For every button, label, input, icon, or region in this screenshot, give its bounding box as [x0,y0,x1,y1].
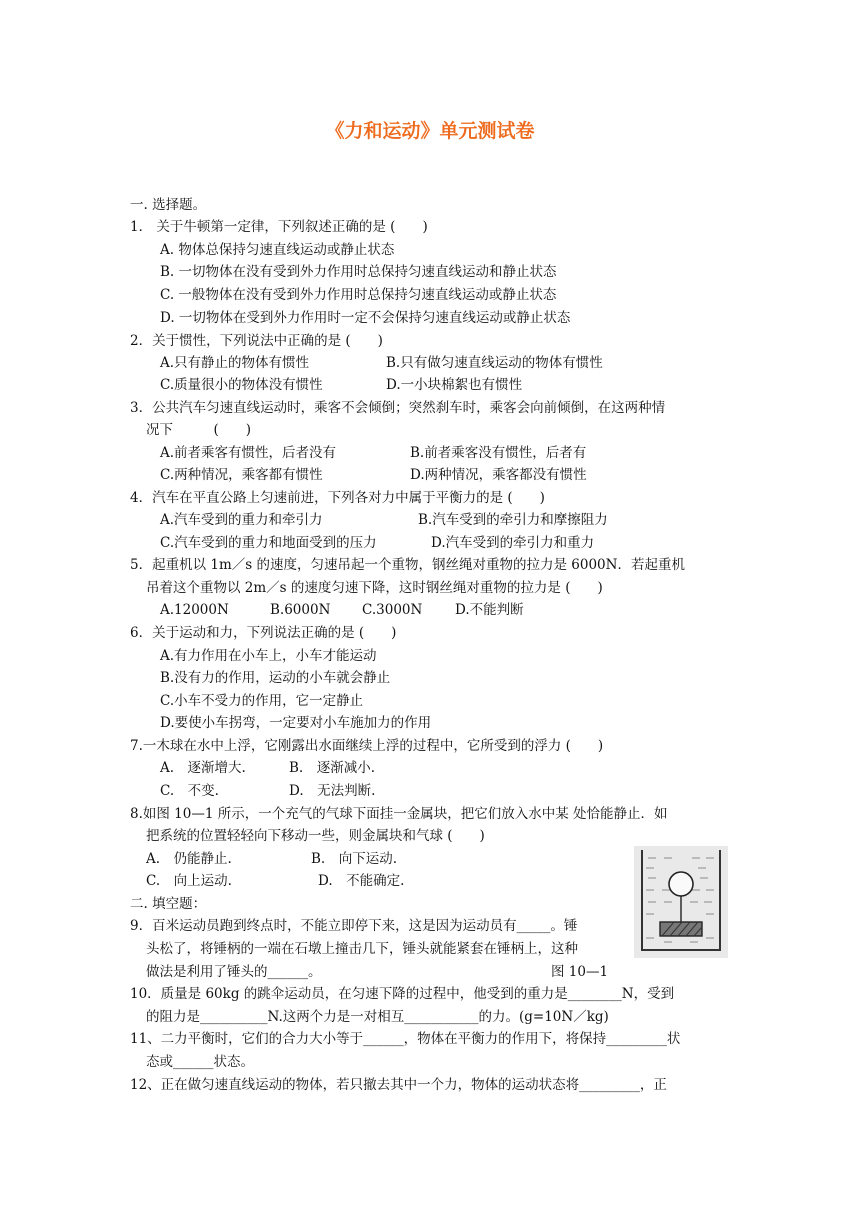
question-3-stem-line1: 3．公共汽车匀速直线运动时，乘客不会倾倒；突然刹车时，乘客会向前倾倒，在这两种情 [130,400,666,416]
question-5-option-c: C.3000N [362,602,423,618]
question-1-option-a: A. 物体总保持匀速直线运动或静止状态 [160,242,395,258]
question-6-option-c: C.小车不受力的作用，它一定静止 [160,693,364,709]
question-4-stem: 4．汽车在平直公路上匀速前进，下列各对力中属于平衡力的是 ( ) [130,490,545,506]
page-title: 《力和运动》单元测试卷 [325,120,535,142]
question-8-option-a: A. 仍能静止. [146,851,232,867]
question-11-line2: 态或______状态。 [146,1054,254,1070]
question-1-option-d: D. 一切物体在受到外力作用时一定不会保持匀速直线运动或静止状态 [160,310,571,326]
question-8-stem-line1: 8.如图 10—1 所示，一个充气的气球下面挂一金属块，把它们放入水中某 处恰能静止．如 [130,806,668,822]
question-5-option-b: B.6000N [270,602,331,618]
question-3-option-d: D.两种情况，乘客都没有惯性 [410,467,587,483]
question-6-option-a: A.有力作用在小车上，小车才能运动 [160,648,377,664]
question-3-stem-line2: 况下 ( ) [146,422,252,438]
question-7-option-a: A. 逐渐增大. [160,760,246,776]
question-7-option-b: B. 逐渐减小. [289,760,376,776]
question-6-stem: 6．关于运动和力，下列说法正确的是 ( ) [130,625,397,641]
question-9-line2: 头松了，将锤柄的一端在石墩上撞击几下，锤头就能紧套在锤柄上，这种 [146,941,578,957]
question-5-stem-line2: 吊着这个重物以 2m／s 的速度匀速下降，这时钢丝绳对重物的拉力是 ( ) [146,580,603,596]
question-9-line3: 做法是利用了锤头的______。 [146,964,322,980]
question-3-option-b: B.前者乘客没有惯性，后者有 [410,445,587,461]
question-7-option-d: D. 无法判断. [289,783,376,799]
question-11-line1: 11、二力平衡时，它们的合力大小等于______，物体在平衡力的作用下，将保持_________状 [130,1031,681,1047]
question-8-stem-line2: 把系统的位置轻轻向下移动一些，则金属块和气球 ( ) [146,828,485,844]
question-4-option-a: A.汽车受到的重力和牵引力 [160,512,323,528]
question-7-option-c: C. 不变. [160,783,219,799]
figure-caption: 图 10—1 [551,964,609,980]
question-4-option-b: B.汽车受到的牵引力和摩擦阻力 [418,512,608,528]
question-4-option-d: D.汽车受到的牵引力和重力 [431,535,595,551]
question-1-stem: 1． 关于牛顿第一定律，下列叙述正确的是 ( ) [130,219,428,235]
section-heading-choice: 一. 选择题。 [130,197,207,213]
question-1-option-c: C. 一般物体在没有受到外力作用时总保持匀速直线运动或静止状态 [160,287,557,303]
question-4-option-c: C.汽车受到的重力和地面受到的压力 [160,535,377,551]
question-10-line1: 10．质量是 60kg 的跳伞运动员，在匀速下降的过程中，他受到的重力是________N，受到 [130,986,675,1002]
question-9-line1: 9．百米运动员跑到终点时，不能立即停下来，这是因为运动员有_____。锤 [130,918,578,934]
question-2-option-a: A.只有静止的物体有惯性 [160,355,310,371]
question-1-option-b: B. 一切物体在没有受到外力作用时总保持匀速直线运动和静止状态 [160,264,557,280]
question-6-option-d: D.要使小车拐弯，一定要对小车施加力的作用 [160,715,432,731]
question-6-option-b: B.没有力的作用，运动的小车就会静止 [160,670,391,686]
question-8-option-b: B. 向下运动. [311,851,398,867]
question-3-option-c: C.两种情况，乘客都有惯性 [160,467,323,483]
question-2-stem: 2．关于惯性，下列说法中正确的是 ( ) [130,333,383,349]
question-5-stem-line1: 5．起重机以 1m／s 的速度，匀速吊起一个重物，钢丝绳对重物的拉力是 6000N．若起重机 [130,557,685,573]
question-3-option-a: A.前者乘客有惯性，后者没有 [160,445,337,461]
question-2-option-c: C.质量很小的物体没有惯性 [160,377,323,393]
question-8-option-c: C. 向上运动. [146,873,232,889]
section-heading-fill: 二. 填空题： [130,896,207,912]
figure-10-1-balloon-in-water [634,846,728,958]
question-10-line2: 的阻力是__________N.这两个力是一对相互___________的力。(g=10N／kg) [146,1009,609,1025]
question-5-option-a: A.12000N [160,602,229,618]
question-12-line1: 12、正在做匀速直线运动的物体，若只撤去其中一个力，物体的运动状态将_________，正 [130,1077,667,1093]
question-5-option-d: D.不能判断 [455,602,524,618]
question-2-option-b: B.只有做匀速直线运动的物体有惯性 [386,355,603,371]
question-2-option-d: D.一小块棉絮也有惯性 [386,377,523,393]
question-7-stem: 7.一木球在水中上浮，它刚露出水面继续上浮的过程中，它所受到的浮力 ( ) [130,738,604,754]
question-8-option-d: D. 不能确定. [318,873,405,889]
